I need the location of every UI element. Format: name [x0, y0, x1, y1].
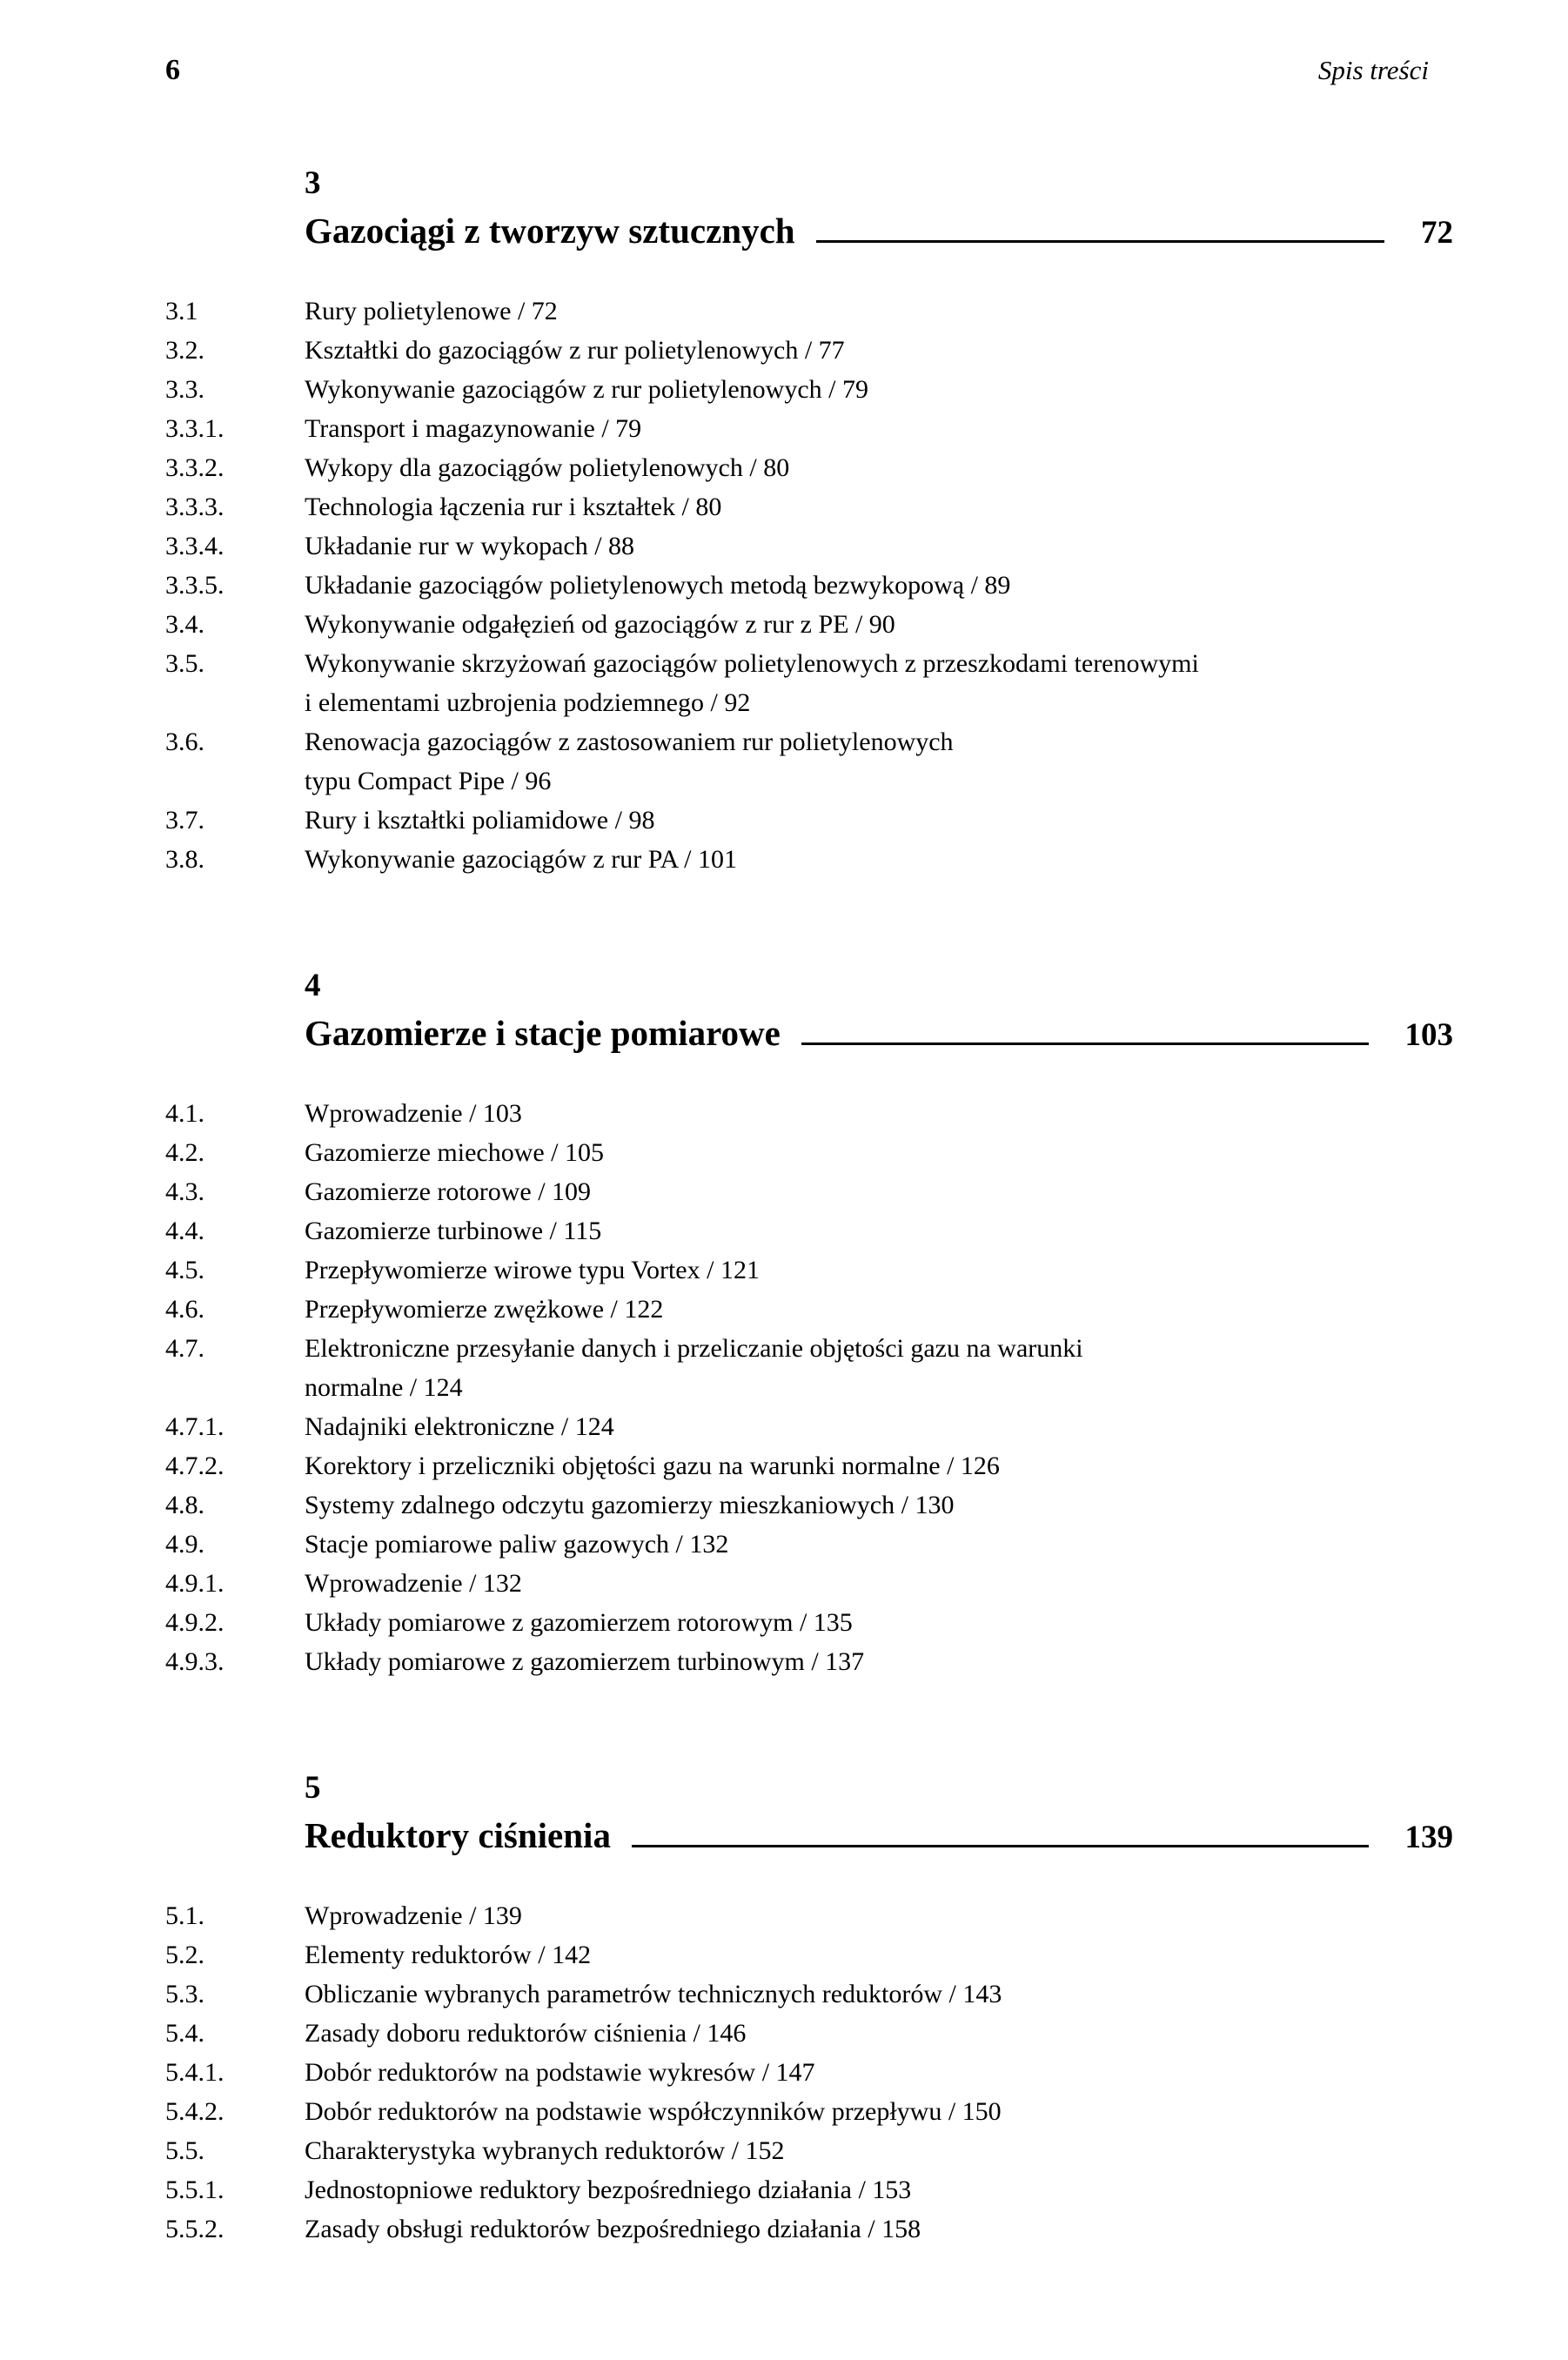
- toc-entry: [165, 1525, 1453, 1564]
- entry-line: Przepływomierze wirowe typu Vortex / 121: [305, 1255, 760, 1284]
- toc-entry: [165, 566, 1453, 605]
- toc-entry: [165, 370, 1453, 409]
- entry-line: Wprowadzenie / 132: [305, 1568, 522, 1598]
- section-header: [305, 1769, 1453, 1856]
- section-title-row: [305, 210, 1453, 251]
- entry-line: Renowacja gazociągów z zastosowaniem rur polietylenowych: [305, 727, 954, 756]
- entry-number: 3.3.3.: [165, 492, 224, 521]
- entry-number: 5.5.2.: [165, 2214, 224, 2243]
- entry-line: Transport i magazynowanie / 79: [305, 413, 642, 443]
- entry-number: 4.9.: [165, 1529, 204, 1559]
- entry-title: [305, 370, 1453, 409]
- entry-title: [305, 331, 1453, 370]
- section-page-number: 103: [1404, 1016, 1453, 1053]
- entry-number: 5.1.: [165, 1901, 204, 1930]
- entry-title: [305, 1211, 1453, 1250]
- entry-number: 5.2.: [165, 1940, 204, 1969]
- section-number: 5: [305, 1769, 321, 1806]
- toc-sections: [165, 167, 1453, 2249]
- entry-line: Kształtki do gazociągów z rur polietylenowych / 77: [305, 335, 845, 365]
- entry-line: Dobór reduktorów na podstawie współczynników przepływu / 150: [305, 2096, 1002, 2126]
- entry-line: Gazomierze rotorowe / 109: [305, 1177, 592, 1206]
- toc-entry: [165, 2092, 1453, 2131]
- entry-line: Zasady doboru reduktorów ciśnienia / 146: [305, 2018, 747, 2048]
- toc-entry: [165, 1446, 1453, 1485]
- toc-entry: [165, 644, 1453, 722]
- entry-title: [305, 2092, 1453, 2131]
- entry-number: 5.4.1.: [165, 2057, 224, 2087]
- entry-line: typu Compact Pipe / 96: [305, 766, 552, 795]
- section-header: [305, 167, 1453, 251]
- section-title: Gazociągi z tworzyw sztucznych: [305, 210, 795, 251]
- entry-list: [165, 1094, 1453, 1681]
- entry-title: [305, 526, 1453, 566]
- toc-entry: [165, 1935, 1453, 1974]
- leader-line: [816, 239, 1384, 243]
- section-title: Gazomierze i stacje pomiarowe: [305, 1012, 781, 1053]
- section-page-number: 72: [1421, 214, 1453, 251]
- entry-line: Charakterystyka wybranych reduktorów / 152: [305, 2135, 785, 2165]
- page-header: [165, 54, 1453, 87]
- entry-line: Technologia łączenia rur i kształtek / 80: [305, 492, 722, 521]
- entry-title: [305, 409, 1453, 448]
- toc-entry: [165, 409, 1453, 448]
- entry-number: 3.6.: [165, 727, 204, 756]
- entry-number: 3.8.: [165, 844, 204, 874]
- entry-number: 3.7.: [165, 805, 204, 835]
- entry-line: Przepływomierze zwężkowe / 122: [305, 1294, 664, 1324]
- entry-title: [305, 487, 1453, 526]
- section-page-number: 139: [1404, 1819, 1453, 1855]
- entry-title: [305, 840, 1453, 879]
- toc-entry: [165, 2209, 1453, 2249]
- entry-line: Wykonywanie gazociągów z rur PA / 101: [305, 844, 737, 874]
- toc-entry: [165, 1172, 1453, 1211]
- toc-entry: [165, 2014, 1453, 2053]
- leader-line: [801, 1042, 1369, 1045]
- entry-number: 4.9.2.: [165, 1607, 224, 1637]
- entry-number: 5.3.: [165, 1979, 204, 2008]
- toc-entry: [165, 1133, 1453, 1172]
- entry-number: 4.3.: [165, 1177, 204, 1206]
- toc-entry: [165, 1094, 1453, 1133]
- entry-number: 3.3.: [165, 374, 204, 404]
- entry-number: 3.1: [165, 296, 198, 325]
- entry-line: Rury i kształtki poliamidowe / 98: [305, 805, 655, 835]
- section-title-row: [305, 1012, 1453, 1054]
- entry-line: Wykonywanie skrzyżowań gazociągów polietylenowych z przeszkodami terenowymi: [305, 648, 1199, 678]
- toc-entry: [165, 605, 1453, 644]
- entry-title: [305, 1603, 1453, 1642]
- entry-line: Jednostopniowe reduktory bezpośredniego działania / 153: [305, 2175, 912, 2204]
- entry-title: [305, 1642, 1453, 1681]
- entry-line: Rury polietylenowe / 72: [305, 296, 558, 325]
- toc-entry: [165, 2131, 1453, 2170]
- entry-number: 5.5.: [165, 2135, 204, 2165]
- entry-title: [305, 801, 1453, 840]
- section-header: [305, 969, 1453, 1054]
- entry-title: [305, 1133, 1453, 1172]
- entry-title: [305, 1974, 1453, 2014]
- toc-entry: [165, 2170, 1453, 2209]
- entry-title: [305, 2014, 1453, 2053]
- section-number: 3: [305, 165, 321, 201]
- toc-entry: [165, 1896, 1453, 1935]
- entry-line: Układanie gazociągów polietylenowych metodą bezwykopową / 89: [305, 570, 1011, 600]
- entry-number: 3.4.: [165, 609, 204, 639]
- entry-line: Wykopy dla gazociągów polietylenowych / 80: [305, 453, 790, 482]
- entry-title: [305, 605, 1453, 644]
- entry-title: [305, 722, 1453, 801]
- entry-number: 4.2.: [165, 1137, 204, 1167]
- entry-number: 5.5.1.: [165, 2175, 224, 2204]
- entry-line: Układy pomiarowe z gazomierzem rotorowym / 135: [305, 1607, 853, 1637]
- entry-number: 4.7.2.: [165, 1451, 224, 1480]
- toc-entry: [165, 1603, 1453, 1642]
- entry-title: [305, 2170, 1453, 2209]
- entry-number: 4.4.: [165, 1216, 204, 1245]
- toc-entry: [165, 1329, 1453, 1407]
- entry-number: 4.6.: [165, 1294, 204, 1324]
- toc-entry: [165, 722, 1453, 801]
- entry-number: 3.2.: [165, 335, 204, 365]
- entry-title: [305, 1407, 1453, 1446]
- entry-title: [305, 644, 1453, 722]
- toc-section: [165, 167, 1453, 879]
- toc-entry: [165, 1211, 1453, 1250]
- entry-number: 4.9.1.: [165, 1568, 224, 1598]
- entry-line: i elementami uzbrojenia podziemnego / 92: [305, 687, 751, 717]
- entry-line: Elektroniczne przesyłanie danych i przeliczanie objętości gazu na warunki: [305, 1333, 1083, 1363]
- toc-entry: [165, 1407, 1453, 1446]
- entry-number: 3.3.5.: [165, 570, 224, 600]
- entry-line: Gazomierze turbinowe / 115: [305, 1216, 602, 1245]
- toc-entry: [165, 487, 1453, 526]
- toc-entry: [165, 1642, 1453, 1681]
- entry-title: [305, 1935, 1453, 1974]
- entry-title: [305, 1329, 1453, 1407]
- entry-line: Nadajniki elektroniczne / 124: [305, 1411, 614, 1441]
- entry-line: Wykonywanie odgałęzień od gazociągów z rur z PE / 90: [305, 609, 895, 639]
- entry-title: [305, 566, 1453, 605]
- entry-list: [165, 1896, 1453, 2249]
- toc-section: [165, 969, 1453, 1681]
- entry-title: [305, 2053, 1453, 2092]
- toc-entry: [165, 292, 1453, 331]
- entry-number: 4.7.: [165, 1333, 204, 1363]
- toc-entry: [165, 1485, 1453, 1525]
- entry-title: [305, 1446, 1453, 1485]
- entry-number: 4.1.: [165, 1098, 204, 1128]
- entry-line: Układanie rur w wykopach / 88: [305, 531, 635, 560]
- entry-number: 3.5.: [165, 648, 204, 678]
- toc-entry: [165, 526, 1453, 566]
- entry-title: [305, 1564, 1453, 1603]
- entry-line: Gazomierze miechowe / 105: [305, 1137, 605, 1167]
- entry-number: 3.3.4.: [165, 531, 224, 560]
- entry-line: Zasady obsługi reduktorów bezpośredniego działania / 158: [305, 2214, 921, 2243]
- toc-entry: [165, 1564, 1453, 1603]
- running-header: Spis treści: [1317, 55, 1429, 85]
- entry-title: [305, 292, 1453, 331]
- toc-entry: [165, 1974, 1453, 2014]
- entry-title: [305, 1250, 1453, 1290]
- entry-line: Obliczanie wybranych parametrów technicznych reduktorów / 143: [305, 1979, 1002, 2008]
- toc-entry: [165, 1250, 1453, 1290]
- entry-title: [305, 2209, 1453, 2249]
- toc-entry: [165, 840, 1453, 879]
- section-number: 4: [305, 967, 321, 1003]
- entry-line: Układy pomiarowe z gazomierzem turbinowym / 137: [305, 1646, 865, 1676]
- toc-entry: [165, 1290, 1453, 1329]
- leader-line: [632, 1844, 1369, 1847]
- toc-section: [165, 1769, 1453, 2249]
- entry-title: [305, 1290, 1453, 1329]
- toc-entry: [165, 448, 1453, 487]
- entry-number: 4.7.1.: [165, 1411, 224, 1441]
- entry-title: [305, 1172, 1453, 1211]
- entry-line: normalne / 124: [305, 1372, 463, 1402]
- entry-line: Elementy reduktorów / 142: [305, 1940, 592, 1969]
- entry-title: [305, 1525, 1453, 1564]
- entry-number: 3.3.1.: [165, 413, 224, 443]
- entry-number: 5.4.2.: [165, 2096, 224, 2126]
- toc-entry: [165, 331, 1453, 370]
- entry-line: Wykonywanie gazociągów z rur polietylenowych / 79: [305, 374, 868, 404]
- entry-line: Wprowadzenie / 139: [305, 1901, 522, 1930]
- entry-line: Systemy zdalnego odczytu gazomierzy mieszkaniowych / 130: [305, 1490, 955, 1519]
- entry-number: 4.5.: [165, 1255, 204, 1284]
- entry-title: [305, 1094, 1453, 1133]
- entry-list: [165, 292, 1453, 879]
- entry-number: 4.9.3.: [165, 1646, 224, 1676]
- entry-line: Korektory i przeliczniki objętości gazu na warunki normalne / 126: [305, 1451, 1000, 1480]
- entry-title: [305, 1896, 1453, 1935]
- entry-title: [305, 1485, 1453, 1525]
- toc-entry: [165, 2053, 1453, 2092]
- entry-number: 5.4.: [165, 2018, 204, 2048]
- section-title: Reduktory ciśnienia: [305, 1814, 611, 1855]
- toc-entry: [165, 801, 1453, 840]
- entry-line: Wprowadzenie / 103: [305, 1098, 522, 1128]
- section-title-row: [305, 1814, 1453, 1856]
- page-number: 6: [165, 54, 180, 86]
- entry-title: [305, 448, 1453, 487]
- entry-title: [305, 2131, 1453, 2170]
- entry-number: 3.3.2.: [165, 453, 224, 482]
- entry-number: 4.8.: [165, 1490, 204, 1519]
- entry-line: Stacje pomiarowe paliw gazowych / 132: [305, 1529, 729, 1559]
- entry-line: Dobór reduktorów na podstawie wykresów / 147: [305, 2057, 815, 2087]
